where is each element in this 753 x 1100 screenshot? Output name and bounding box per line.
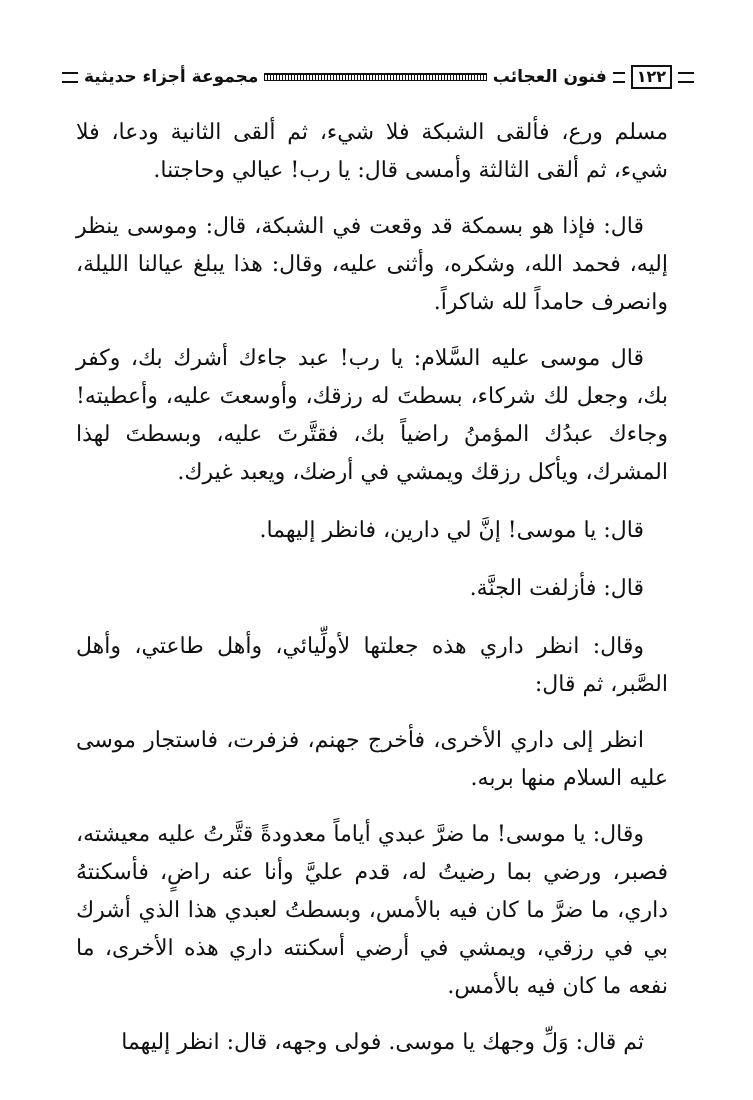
paragraph-2: قال: فإذا هو بسمكة قد وقعت في الشبكة، قال: وموسى ينظر إليه، فحمد الله، وشكره، وأثنى عليه، وقال: هذا يبلغ عيالنا الليلة، وانصرف حامداً لله شاكراً.	[76, 214, 668, 315]
paragraph-5: قال: فأزلفت الجنَّة.	[469, 576, 644, 601]
series-title: مجموعة أجزاء حديثية	[84, 67, 259, 87]
paragraph-7: انظر إلى داري الأخرى، فأخرج جهنم، فزفرت، فاستجار موسى عليه السلام منها بربه.	[76, 728, 668, 791]
paragraph-6: وقال: انظر داري هذه جعلتها لأولِّيائي، وأهل طاعتي، وأهل الصَّبر، ثم قال:	[76, 634, 668, 697]
header-rule	[264, 73, 486, 81]
header-ornament-mid	[613, 72, 625, 83]
paragraph-8: وقال: يا موسى! ما ضرَّ عبدي أياماً معدودةً قتَّرتُ عليه معيشته، فصبر، ورضي بما رضيتُ له، قدم عليَّ وأنا عنه راضٍ، فأسكنتهُ داري، ما ضرَّ ما كان فيه بالأمس، وبسطتُ لعبدي هذا الذي أشرك بي في رزقي، ويمشي في أرضي أسكنته داري هذه الأخرى، ما نفعه ما كان فيه بالأمس.	[76, 822, 668, 999]
paragraph-4: قال: يا موسى! إنَّ لي دارين، فانظر إليهما.	[259, 518, 644, 543]
book-title: فنون العجائب	[492, 67, 607, 87]
page-body	[76, 114, 668, 1062]
header-ornament-right	[678, 72, 694, 83]
page-number: ١٢٢	[631, 65, 672, 89]
paragraph-9: ثم قال: وَلِّ وجهك يا موسى. فولى وجهه، قال: انظر إليهما	[121, 1030, 644, 1055]
paragraph-1: مسلم ورع، فألقى الشبكة فلا شيء، ثم ألقى الثانية ودعا، فلا شيء، ثم ألقى الثالثة وأمسى قال: يا رب! عيالي وحاجتنا.	[76, 120, 668, 183]
running-header	[62, 62, 694, 92]
paragraph-3: قال موسى عليه السَّلام: يا رب! عبد جاءك أشرك بك، وكفر بك، وجعل لك شركاء، بسطتَ له رزقك، وأوسعتَ عليه، وأعطيته! وجاءك عبدُك المؤمنُ راضياً بك، فقتَّرتَ عليه، وبسطتَ لهذا المشرك، ويأكل رزقك ويمشي في أرضك، ويعبد غيرك.	[76, 346, 668, 485]
header-ornament-left	[62, 72, 78, 83]
